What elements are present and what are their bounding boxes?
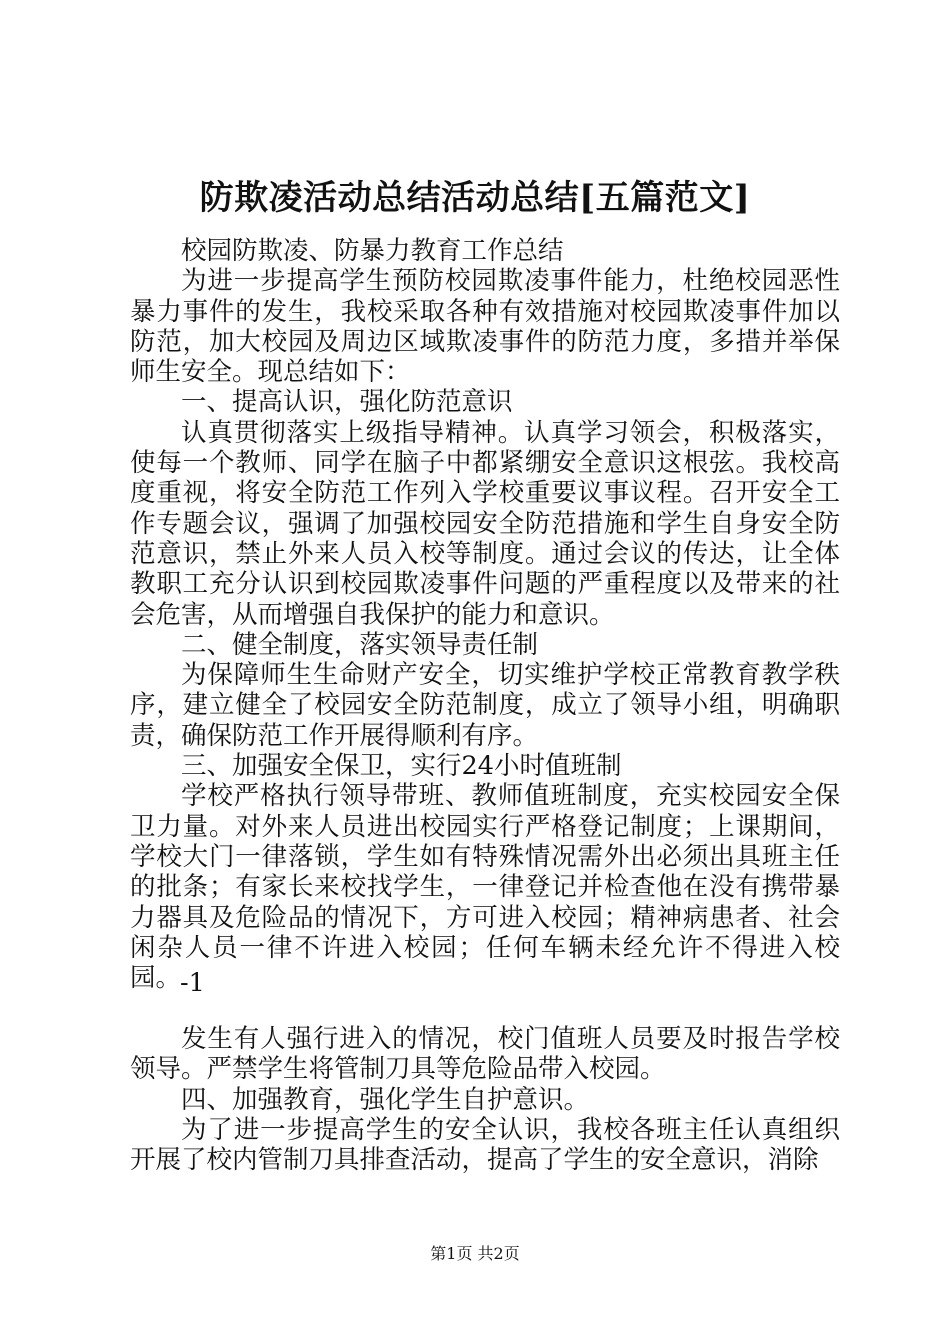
paragraph: 为进一步提高学生预防校园欺凌事件能力，杜绝校园恶性暴力事件的发生，我校采取各种有效措施对校园欺凌事件加以防范，加大校园及周边区域欺凌事件的防范力度，多措并举保师生安全。现总结如下：	[130, 266, 840, 388]
page-marker: -1	[180, 968, 205, 998]
page-footer: 第1页 共2页	[430, 1244, 520, 1263]
paragraph: 认真贯彻落实上级指导精神。认真学习领会，积极落实，使每一个教师、同学在脑子中都紧绷安全意识这根弦。我校高度重视，将安全防范工作列入学校重要议事议程。召开安全工作专题会议，强调了加强校园安全防范措施和学生自身安全防范意识，禁止外来人员入校等制度。通过会议的传达，让全体教职工充分认识到校园欺凌事件问题的严重程度以及带来的社会危害，从而增强自我保护的能力和意识。	[130, 417, 840, 630]
section-heading: 一、提高认识，强化防范意识	[181, 387, 513, 418]
paragraph: 为保障师生生命财产安全，切实维护学校正常教育教学秩序，建立健全了校园安全防范制度，成立了领导小组，明确职责，确保防范工作开展得顺利有序。	[130, 660, 840, 751]
section-heading: 二、健全制度，落实领导责任制	[181, 629, 539, 660]
section-heading: 三、加强安全保卫，实行24小时值班制	[181, 751, 622, 782]
document-body-continued	[130, 1024, 840, 1175]
document-title: 防欺凌活动总结活动总结[五篇范文]	[199, 178, 751, 218]
paragraph: 学校严格执行领导带班、教师值班制度，充实校园安全保卫力量。对外来人员进出校园实行严格登记制度；上课期间，学校大门一律落锁，学生如有特殊情况需外出必须出具班主任的批条；有家长来校找学生，一律登记并检查他在没有携带暴力器具及危险品的情况下，方可进入校园；精神病患者、社会闲杂人员一律不许进入校园；任何车辆未经允许不得进入校园。	[130, 781, 840, 994]
paragraph: 为了进一步提高学生的安全认识，我校各班主任认真组织开展了校内管制刀具排查活动，提高了学生的安全意识，消除	[130, 1114, 840, 1176]
document-body	[130, 236, 840, 993]
section-heading: 四、加强教育，强化学生自护意识。	[181, 1084, 590, 1115]
section-subtitle: 校园防欺凌、防暴力教育工作总结	[181, 236, 564, 266]
paragraph: 发生有人强行进入的情况，校门值班人员要及时报告学校领导。严禁学生将管制刀具等危险品带入校园。	[130, 1024, 840, 1085]
